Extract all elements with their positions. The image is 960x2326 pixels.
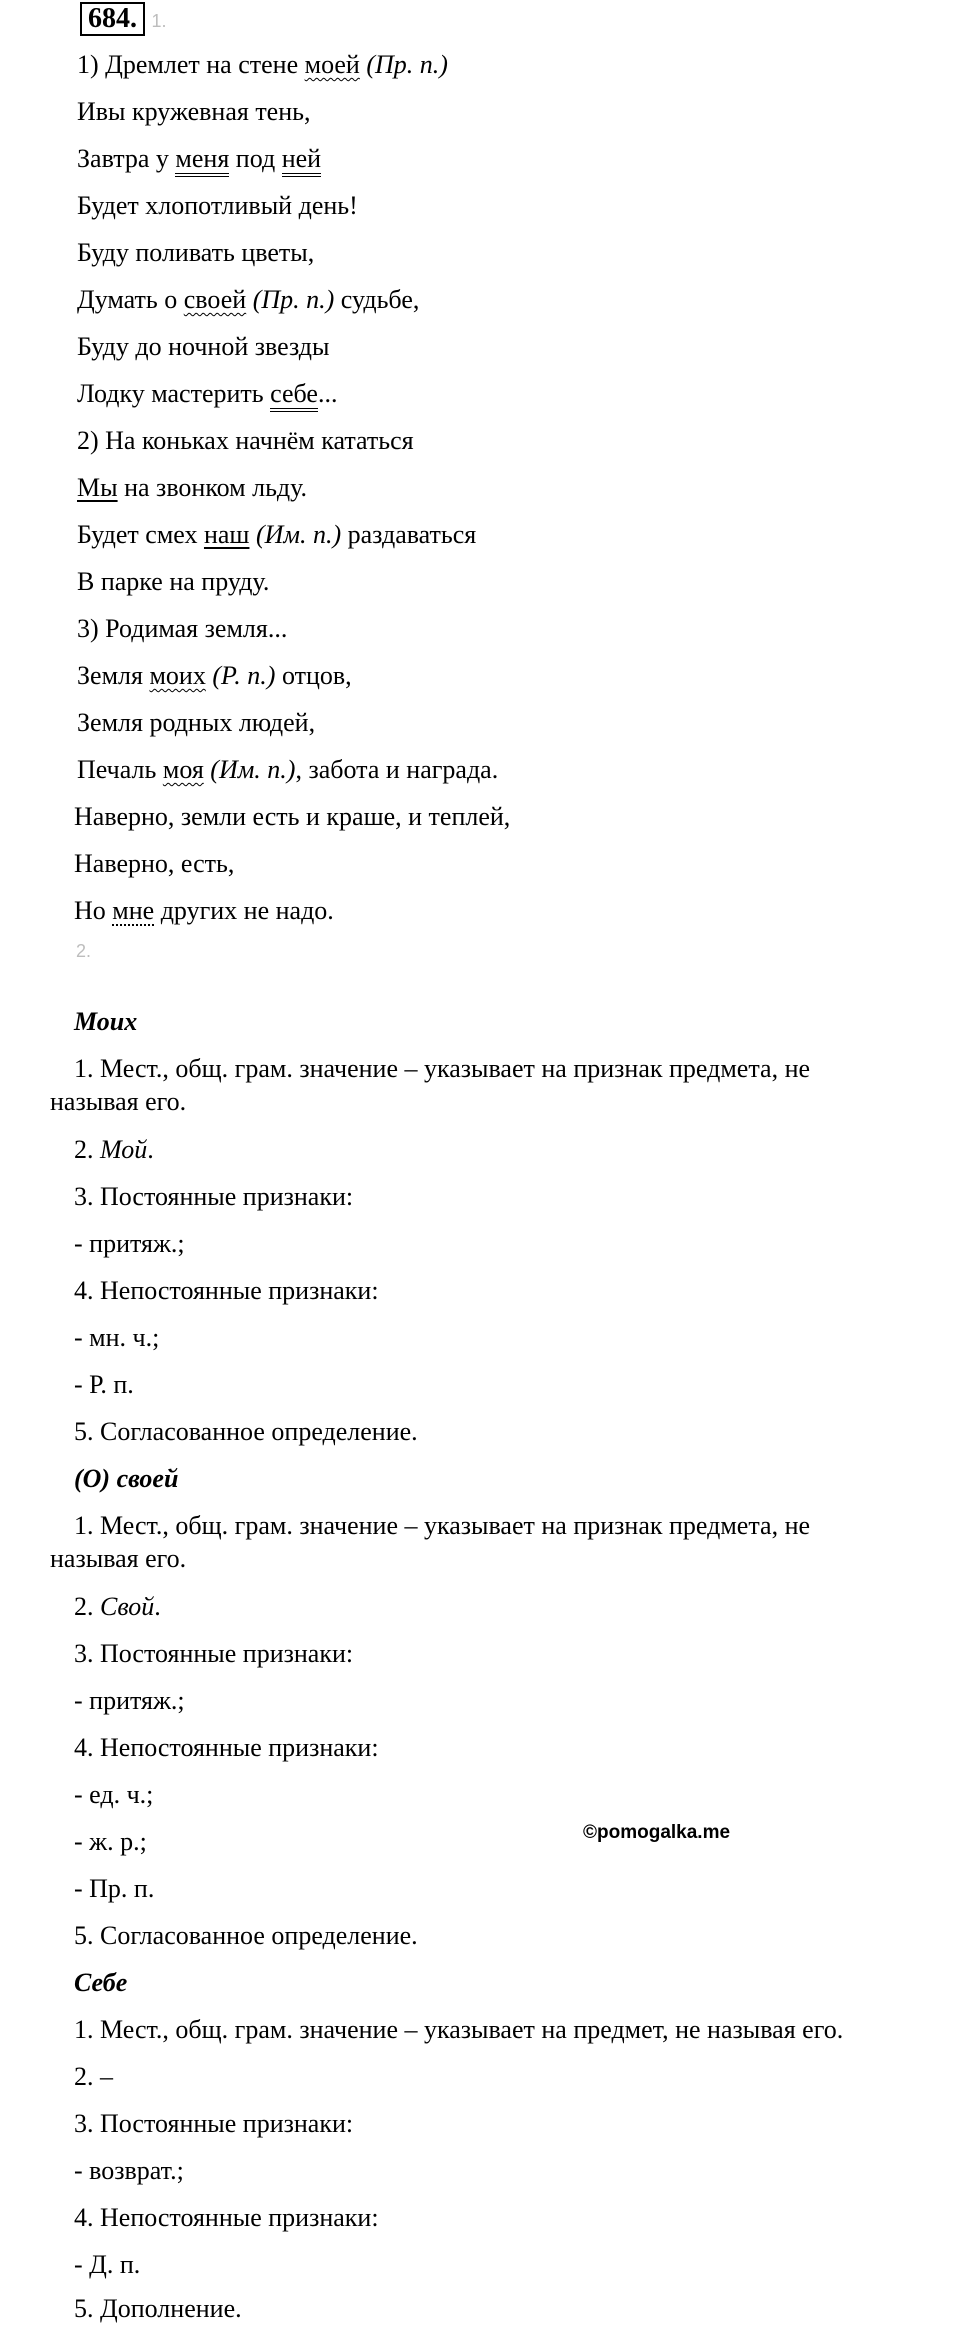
poem-line: Буду до ночной звезды — [77, 332, 330, 361]
poem-line: Наверно, есть, — [74, 849, 235, 878]
analysis-line: 5. Дополнение. — [74, 2294, 242, 2323]
analysis-line: 4. Непостоянные признаки: — [74, 1733, 379, 1762]
analysis-line: - ед. ч.; — [74, 1780, 154, 1809]
analysis-heading: (О) своей — [74, 1464, 179, 1493]
poem-line: Будет смех наш (Им. п.) раздаваться — [77, 520, 477, 549]
exercise-header — [80, 2, 167, 38]
analysis-line: 3. Постоянные признаки: — [74, 1639, 354, 1668]
analysis-line: - притяж.; — [74, 1686, 185, 1715]
analysis-line: 1. Мест., общ. грам. значение – указывает на признак предмета, не — [74, 1511, 811, 1540]
analysis-line: 2. – — [74, 2062, 113, 2091]
poem-line: Ивы кружевная тень, — [77, 97, 311, 126]
poem-line: Лодку мастерить себе... — [77, 377, 337, 411]
part-1-marker: 1. — [151, 11, 167, 31]
poem-line: В парке на пруду. — [77, 567, 270, 596]
analysis-line: - Пр. п. — [74, 1874, 155, 1903]
poem-line: Наверно, земли есть и краше, и теплей, — [74, 802, 511, 831]
poem-line: Завтра у меня под ней — [77, 142, 321, 176]
poem-line: 2) На коньках начнём кататься — [77, 426, 414, 455]
analysis-line: 3. Постоянные признаки: — [74, 2109, 354, 2138]
analysis-line: 1. Мест., общ. грам. значение – указывает на признак предмета, не — [74, 1054, 811, 1083]
analysis-line: 4. Непостоянные признаки: — [74, 1276, 379, 1305]
analysis-heading: Себе — [74, 1968, 128, 1997]
exercise-number: 684. — [80, 2, 145, 36]
analysis-line: 2. Свой. — [74, 1592, 161, 1621]
analysis-line: - ж. р.; — [74, 1827, 147, 1856]
analysis-line: - мн. ч.; — [74, 1323, 160, 1352]
poem-line: 3) Родимая земля... — [77, 614, 288, 643]
poem-line: Буду поливать цветы, — [77, 238, 315, 267]
part-2-marker: 2. — [76, 941, 92, 961]
poem-line: Земля родных людей, — [77, 708, 316, 737]
analysis-line: 4. Непостоянные признаки: — [74, 2203, 379, 2232]
analysis-line: 5. Согласованное определение. — [74, 1921, 418, 1950]
analysis-line: - возврат.; — [74, 2156, 184, 2185]
poem-line: Мы на звонком льду. — [77, 473, 308, 502]
analysis-line: 2. Мой. — [74, 1135, 154, 1164]
analysis-line: - притяж.; — [74, 1229, 185, 1258]
poem-line: Будет хлопотливый день! — [77, 191, 358, 220]
analysis-line: называя его. — [50, 1087, 187, 1116]
analysis-line: - Р. п. — [74, 1370, 134, 1399]
poem-line: Думать о своей (Пр. п.) судьбе, — [77, 285, 420, 314]
poem-line: Печаль моя (Им. п.), забота и награда. — [77, 755, 499, 784]
poem-line: Земля моих (Р. п.) отцов, — [77, 661, 352, 690]
poem-line: Но мне других не надо. — [74, 896, 334, 925]
analysis-line: 3. Постоянные признаки: — [74, 1182, 354, 1211]
poem-line: 1) Дремлет на стене моей (Пр. п.) — [77, 50, 448, 79]
analysis-heading: Моих — [74, 1007, 138, 1036]
analysis-line: 5. Согласованное определение. — [74, 1417, 418, 1446]
watermark-text: ©pomogalka.me — [583, 1822, 731, 1843]
analysis-line: 1. Мест., общ. грам. значение – указывает на предмет, не называя его. — [74, 2015, 844, 2044]
analysis-line: - Д. п. — [74, 2250, 141, 2279]
analysis-line: называя его. — [50, 1544, 187, 1573]
